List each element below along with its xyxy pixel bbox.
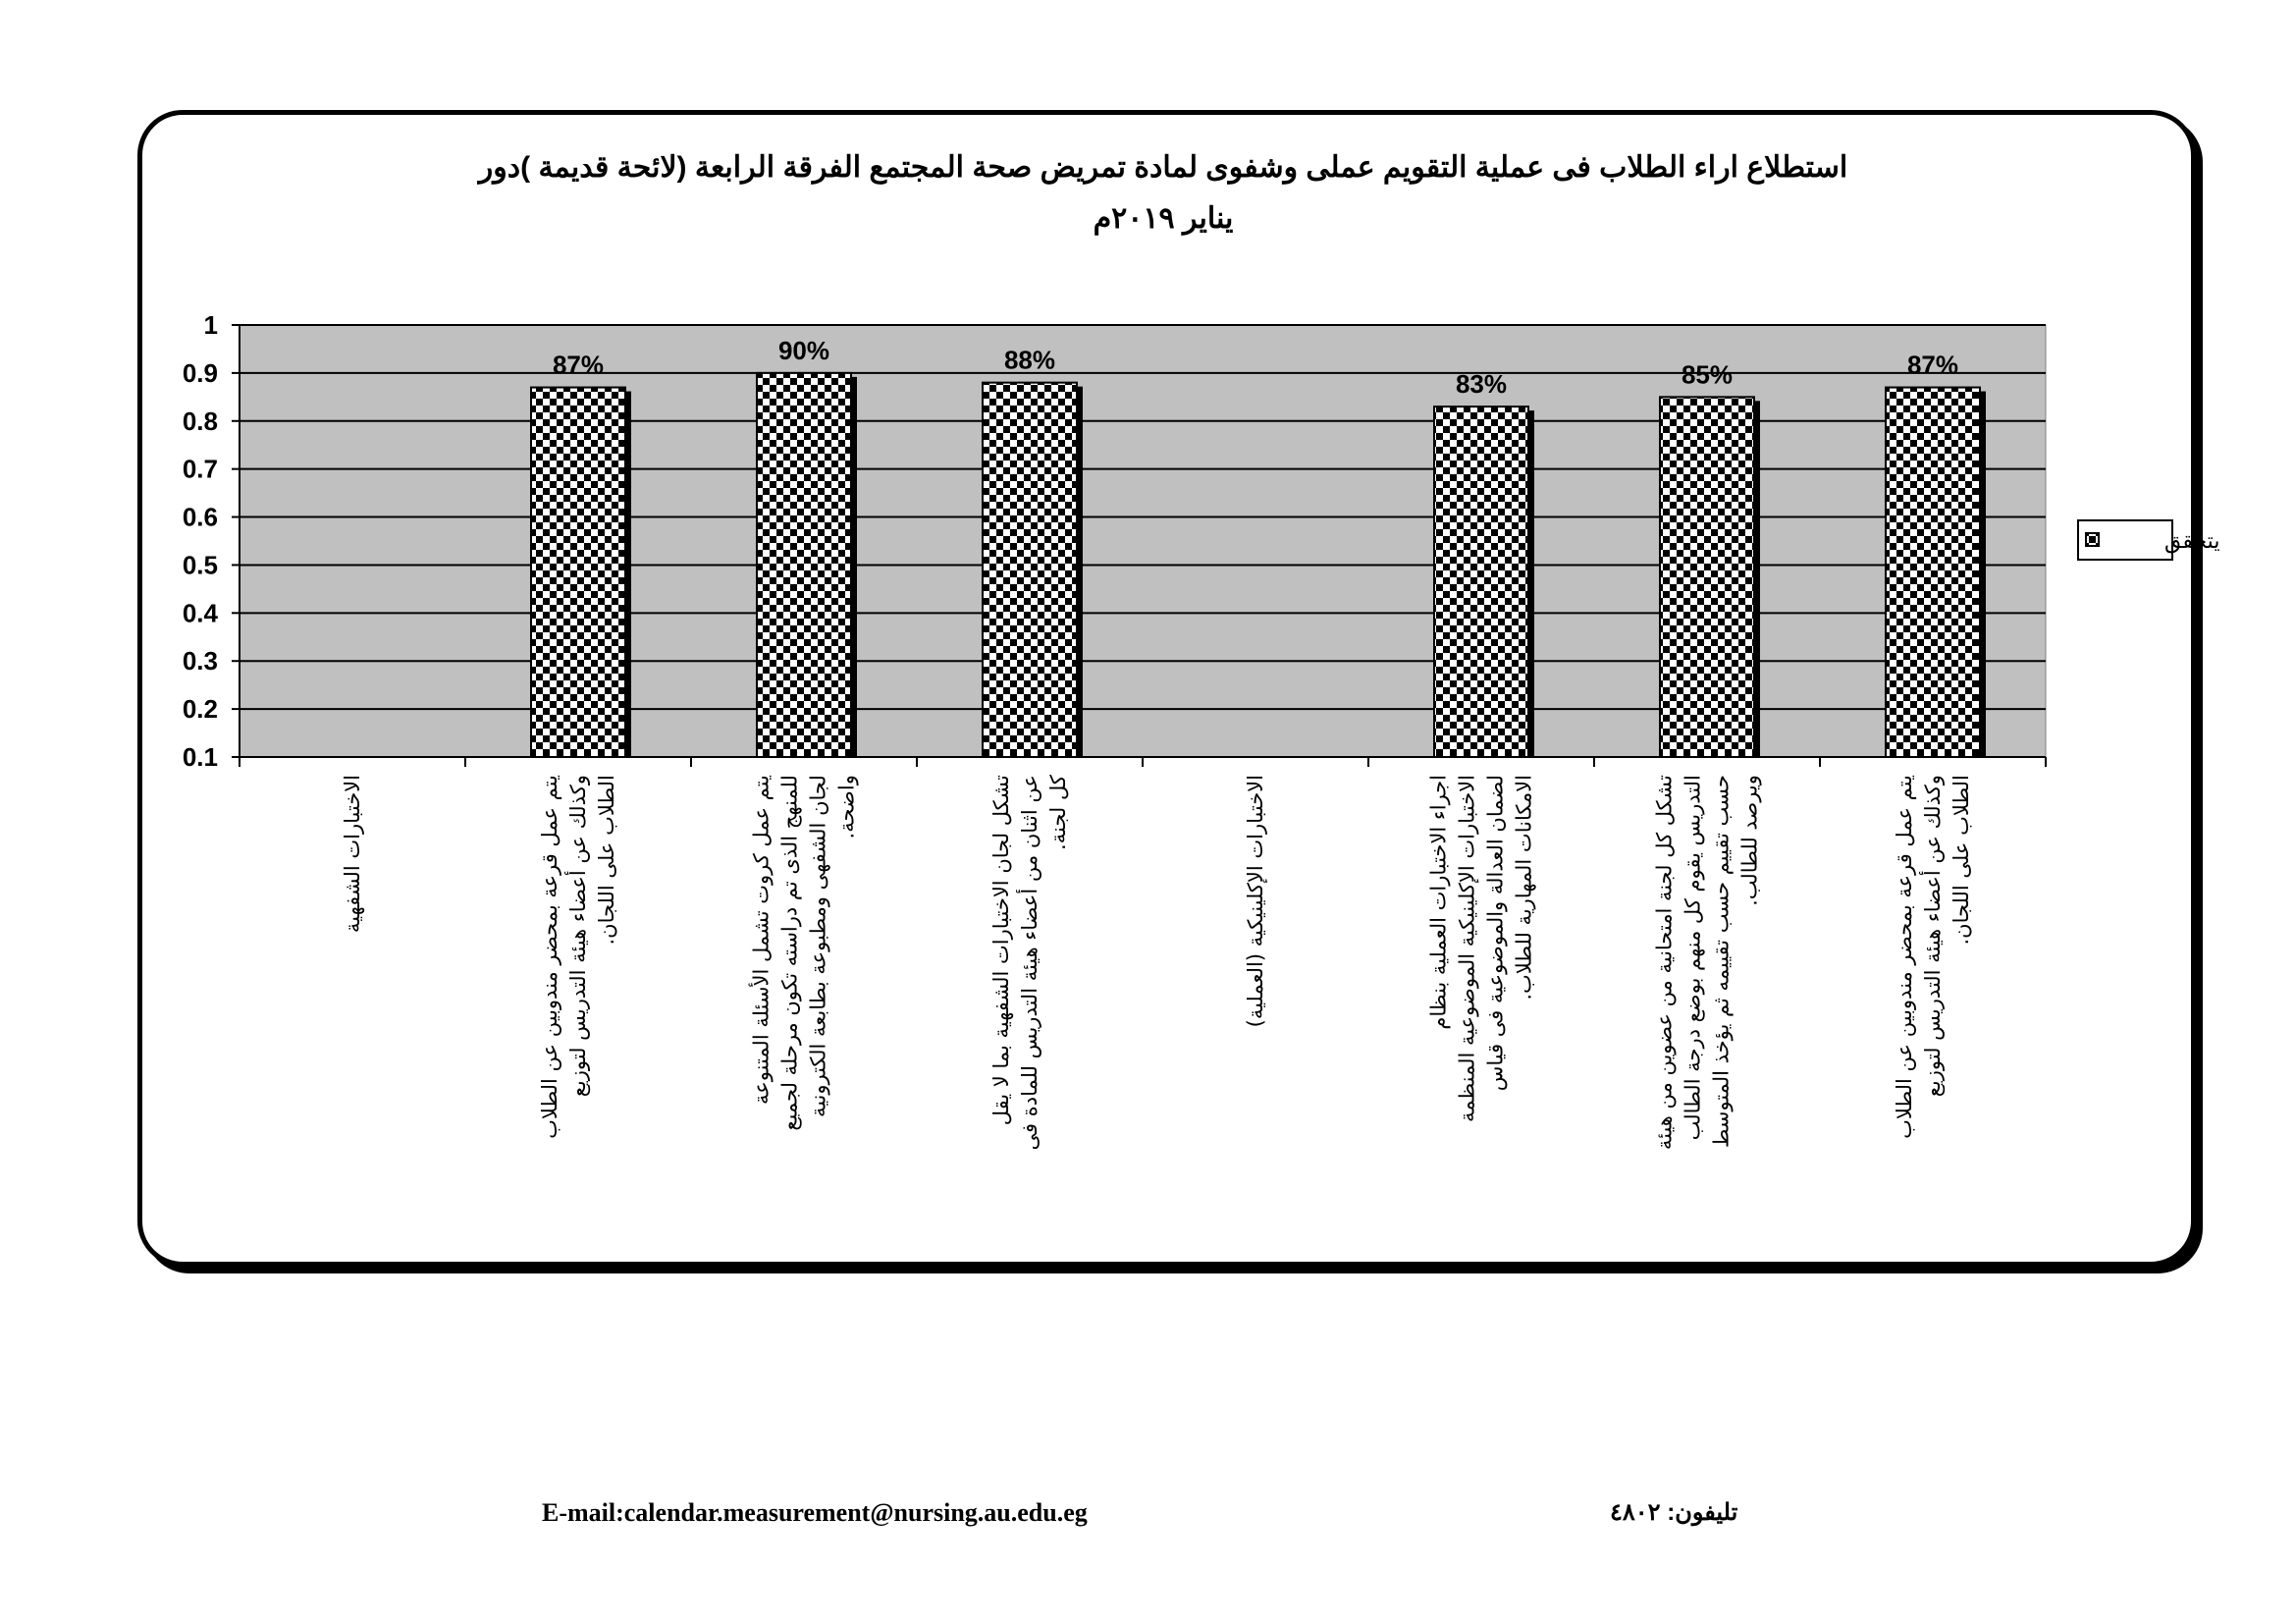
category-label-line: وكذلك عن أعضاء هيئة التدريس لتوزيع: [1921, 775, 1945, 1098]
category-label-text: [749, 775, 859, 1131]
plot-area: [240, 325, 2046, 757]
footer-phone: تليفون: ٤٨٠٢: [1610, 1499, 1738, 1526]
category-labels: [341, 775, 1973, 1150]
category-label-line: الاختبارات الشفهية: [341, 775, 364, 934]
category-label-line: لضمان العدالة والموضوعية فى قياس: [1483, 775, 1508, 1092]
y-tick-label: 0.9: [182, 357, 218, 388]
category-label-text: [538, 775, 618, 1139]
chart-title-line-2: يناير ٢٠١٩م: [1093, 202, 1234, 235]
bar: [1434, 406, 1528, 757]
category-label-line: ويرصد للطالب.: [1737, 775, 1762, 906]
category-label-line: اجراء الاختبارات العملية بنظام: [1426, 775, 1451, 1030]
category-label: [749, 775, 859, 1131]
y-tick-label: 0.8: [182, 406, 218, 436]
chart-title-line-1: استطلاع اراء الطلاب فى عملية التقويم عملى وشفوى لمادة تمريض صحة المجتمع الفرقة الرابعة (لائحة قديمة )دور: [478, 151, 1848, 184]
data-label: 87%: [1906, 350, 1959, 380]
y-tick-label: 0.1: [182, 742, 218, 772]
category-label: [989, 775, 1070, 1150]
data-label: 88%: [1003, 345, 1056, 375]
category-label: [341, 775, 364, 933]
category-label-line: لجان الشفهى ومطبوعة بطابعة الكترونية: [806, 775, 830, 1118]
category-label: [1653, 775, 1762, 1150]
category-label-line: الطلاب على اللجان.: [595, 775, 618, 946]
data-label: 90%: [777, 335, 830, 365]
category-label-line: تشكل كل لجنة امتحانية من عضوين من هيئة: [1652, 775, 1677, 1151]
category-label-line: الاختبارات الإكلينيكية (العملية): [1244, 775, 1267, 1028]
y-tick-label: 0.3: [182, 646, 218, 677]
category-label-text: [1244, 775, 1267, 1027]
category-label: [1893, 775, 1973, 1139]
category-label: [1244, 775, 1267, 1027]
category-label-text: [341, 775, 364, 933]
legend-swatch: [2086, 533, 2099, 546]
y-tick-label: 0.7: [182, 454, 218, 484]
category-label-line: للمنهج الذى تم دراسته تكون مرحلة لجميع: [777, 775, 802, 1131]
category-label-line: حسب تقييم حسب تقييمه ثم يؤخذ المتوسط: [1709, 775, 1734, 1149]
category-label-line: الطلاب على اللجان.: [1949, 775, 1973, 946]
category-label-line: تشكل لجان الاختبارات الشفهية بما لا يقل: [989, 775, 1013, 1126]
category-label-line: يتم عمل قرعة بمحضر مندوبين عن الطلاب: [538, 775, 561, 1139]
data-label: 85%: [1681, 359, 1734, 390]
y-tick-label: 0.2: [182, 694, 218, 725]
data-label: 87%: [552, 350, 605, 380]
category-label-line: الامكانات المهارية للطلاب.: [1512, 775, 1536, 1001]
y-tick-label: 0.6: [182, 502, 218, 532]
category-label-line: التدريس يقوم كل منهم بوضع درجة الطالب: [1681, 775, 1705, 1141]
category-label-line: عن اثنان من أعضاء هيئة التدريس للمادة فى: [1018, 775, 1041, 1151]
footer-email: E-mail:calendar.measurement@nursing.au.edu.eg: [542, 1498, 1088, 1527]
category-label-text: [1653, 775, 1762, 1150]
category-label: [1427, 775, 1536, 1122]
bar: [983, 383, 1077, 757]
y-tick-label: 1: [203, 310, 218, 340]
data-label: 83%: [1455, 369, 1508, 400]
y-tick-label: 0.5: [182, 550, 218, 580]
category-label-text: [989, 775, 1070, 1150]
category-label-text: [1427, 775, 1536, 1122]
category-label-line: كل لجنة.: [1046, 775, 1070, 850]
y-axis: [183, 310, 240, 772]
bar: [1660, 397, 1754, 757]
category-label-line: يتم عمل كروت تشمل الأسئلة المتنوعة: [749, 775, 774, 1106]
category-label-line: واضحة.: [834, 775, 859, 839]
category-label: [538, 775, 618, 1139]
category-label-line: الاختبارات الإكلينيكية الموضوعية المنظمة: [1455, 775, 1479, 1122]
bar: [531, 388, 625, 757]
bar: [757, 373, 851, 757]
y-tick-label: 0.4: [182, 598, 218, 628]
x-axis: [240, 757, 2046, 767]
bar: [1886, 388, 1980, 757]
legend-label: يتحقق: [2164, 528, 2220, 553]
category-label-line: وكذلك عن أعضاء هيئة التدريس لتوزيع: [566, 775, 590, 1098]
category-label-line: يتم عمل قرعة بمحضر مندوبين عن الطلاب: [1893, 775, 1916, 1139]
category-label-text: [1893, 775, 1973, 1139]
legend: [2078, 520, 2219, 560]
